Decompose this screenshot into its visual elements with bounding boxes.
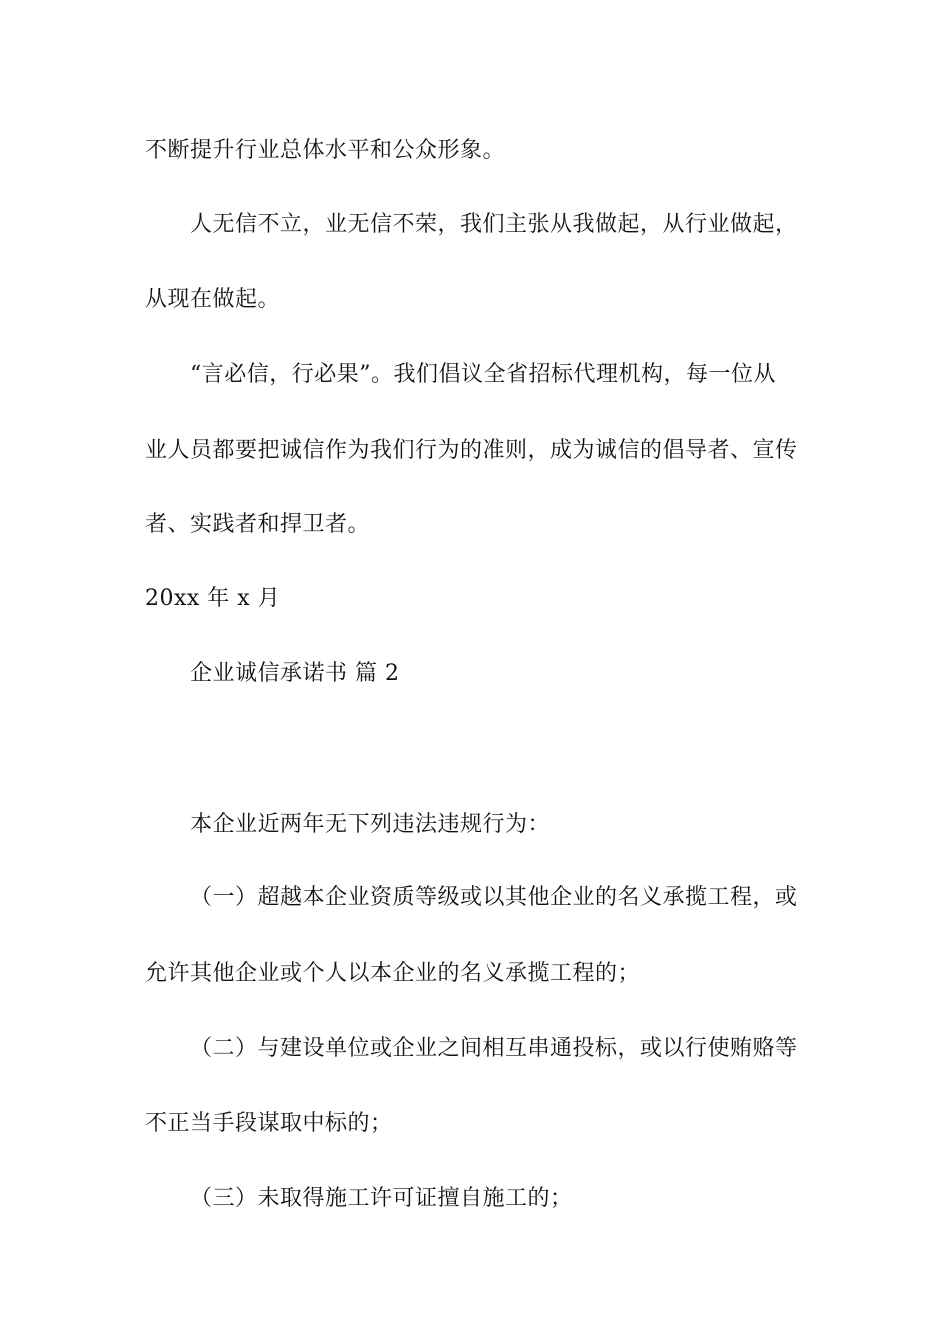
- paragraph-line: “言必信，行必果”。我们倡议全省招标代理机构，每一位从: [190, 362, 776, 387]
- paragraph-line: 从现在做起。: [145, 287, 281, 312]
- section-heading: 企业诚信承诺书 篇 2: [190, 661, 400, 686]
- paragraph-line: 不断提升行业总体水平和公众形象。: [145, 138, 506, 163]
- paragraph-line: 业人员都要把诚信作为我们行为的准则，成为诚信的倡导者、宣传: [145, 438, 798, 463]
- list-item-line: （三）未取得施工许可证擅自施工的；: [190, 1186, 573, 1211]
- paragraph-line: 人无信不立，业无信不荣，我们主张从我做起，从行业做起，: [190, 212, 798, 237]
- paragraph-line: 本企业近两年无下列违法违规行为：: [190, 812, 551, 837]
- paragraph-line: 者、实践者和捍卫者。: [145, 512, 371, 537]
- list-item-line: 允许其他企业或个人以本企业的名义承揽工程的；: [145, 961, 641, 986]
- list-item-line: 不正当手段谋取中标的；: [145, 1111, 393, 1136]
- list-item-line: （一）超越本企业资质等级或以其他企业的名义承揽工程，或: [190, 885, 798, 910]
- list-item-line: （二）与建设单位或企业之间相互串通投标，或以行使贿赂等: [190, 1036, 798, 1061]
- date-line: 20xx 年 x 月: [145, 586, 281, 611]
